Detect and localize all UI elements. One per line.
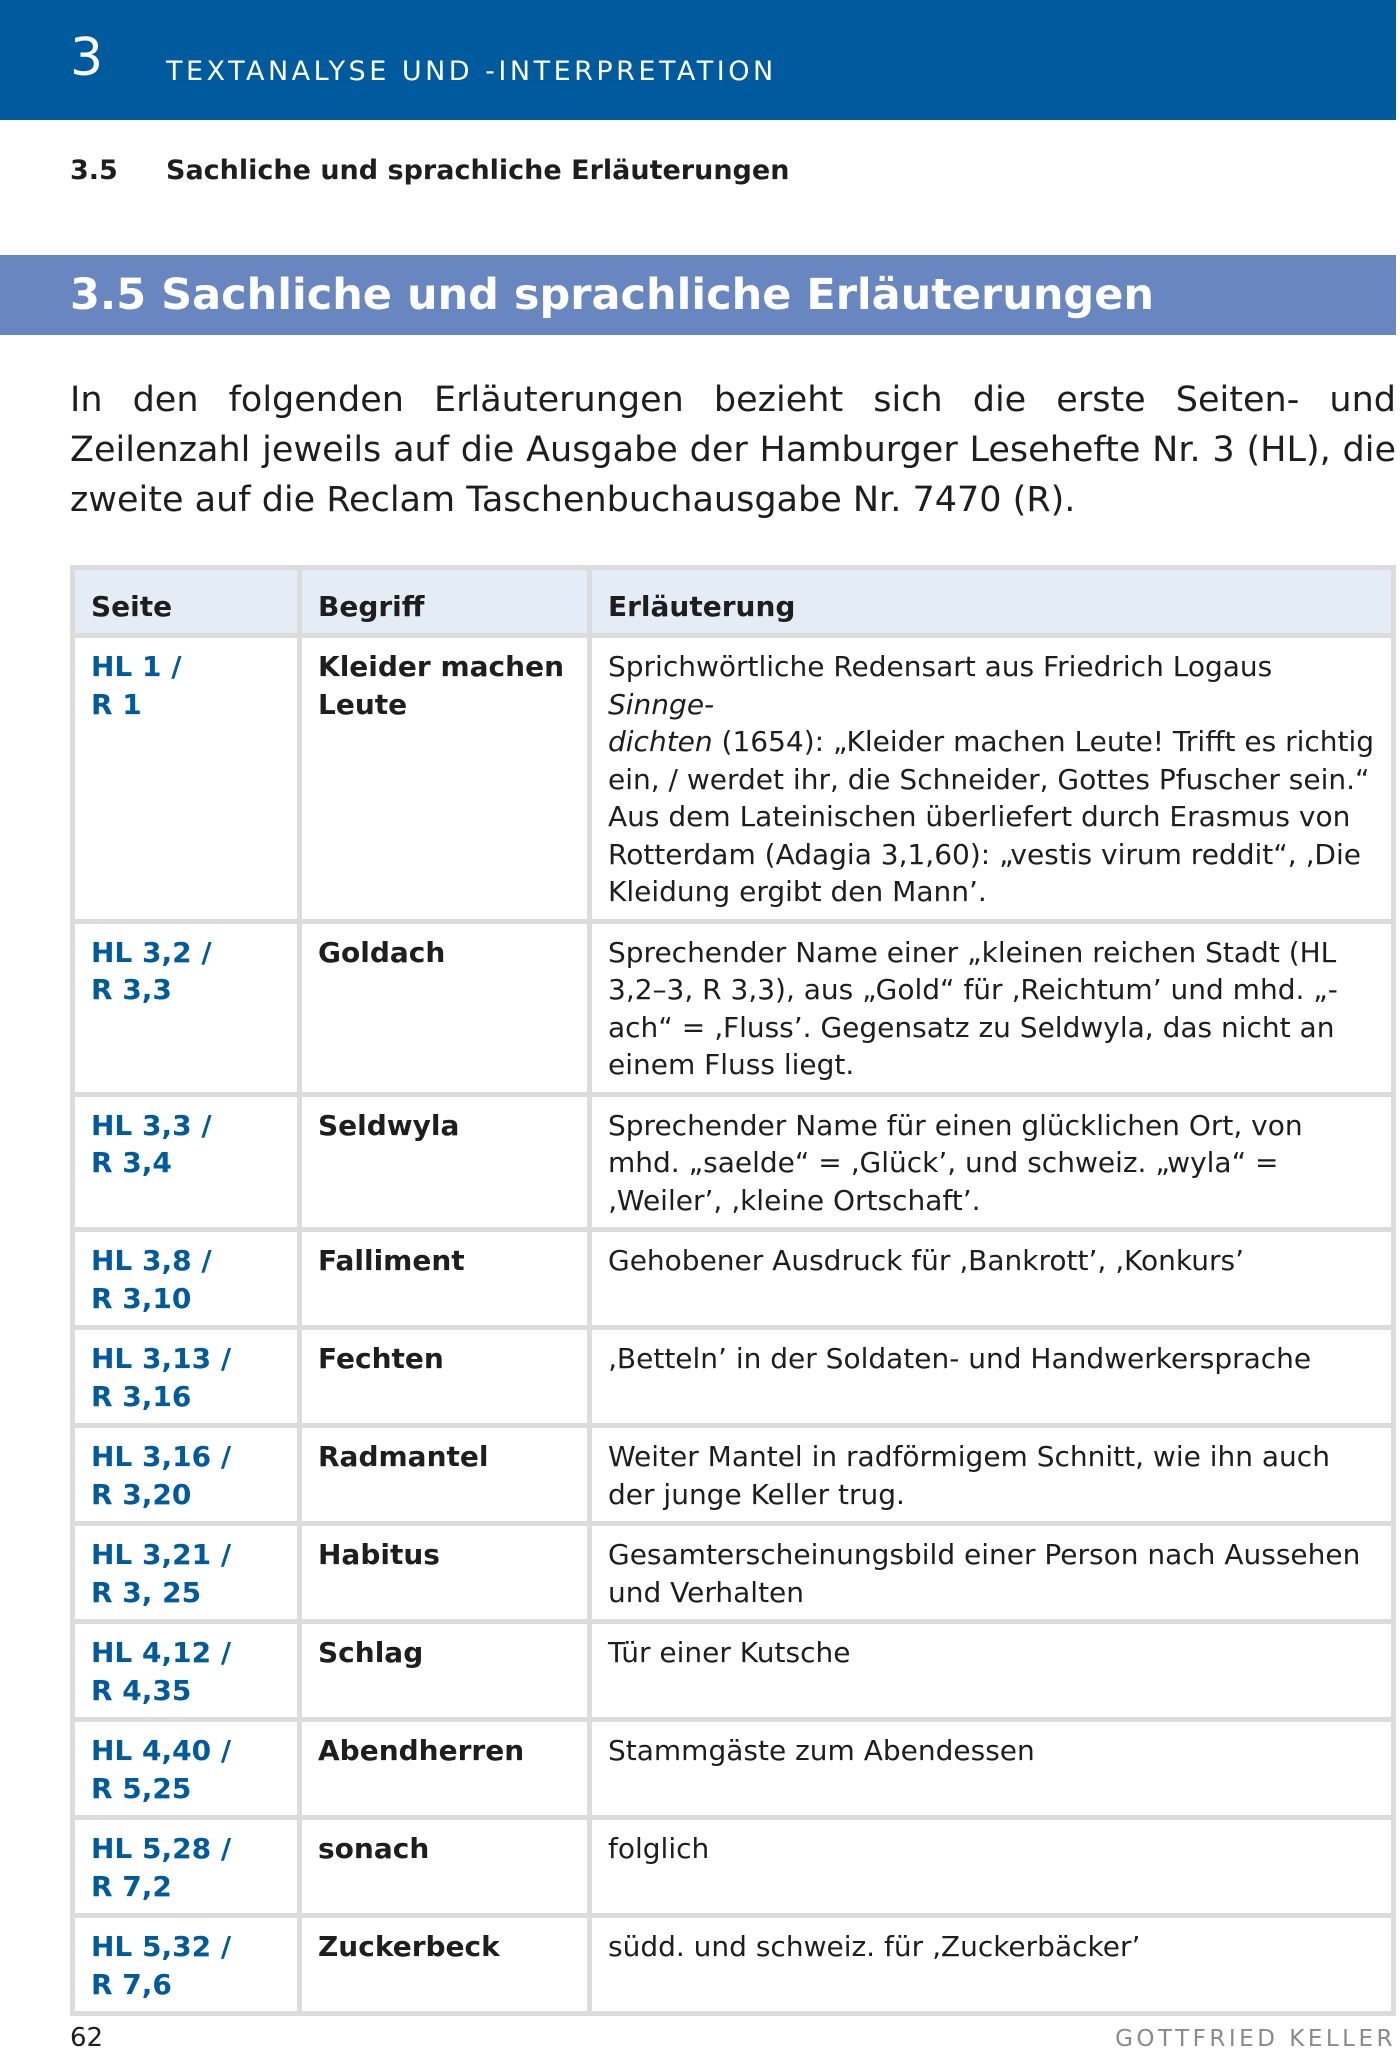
cell-erlaeuterung: Tür einer Kutsche: [590, 1622, 1394, 1720]
cell-seite: HL 1 / R 1: [73, 636, 300, 922]
header-begriff: Begriff: [300, 568, 590, 636]
cell-seite: HL 4,12 / R 4,35: [73, 1622, 300, 1720]
table-row: [73, 1230, 1394, 1328]
glossary-table: [70, 565, 1396, 2016]
cell-begriff: Radmantel: [300, 1426, 590, 1524]
cell-begriff: Fechten: [300, 1328, 590, 1426]
cell-seite: HL 5,28 / R 7,2: [73, 1818, 300, 1916]
cell-begriff: Abendherren: [300, 1720, 590, 1818]
cell-seite: HL 3,13 / R 3,16: [73, 1328, 300, 1426]
table-row: [73, 1524, 1394, 1622]
erl-italic-title-a: Sinnge-: [608, 687, 715, 721]
section-heading: 3.5 Sachliche und sprachliche Erläuterungen: [70, 270, 1154, 320]
cell-erlaeuterung: [590, 636, 1394, 922]
cell-erlaeuterung: südd. und schweiz. für ‚Zuckerbäcker’: [590, 1916, 1394, 2014]
cell-begriff: Seldwyla: [300, 1094, 590, 1230]
cell-seite: HL 3,8 / R 3,10: [73, 1230, 300, 1328]
header-seite: Seite: [73, 568, 300, 636]
table-row: [73, 636, 1394, 922]
cell-erlaeuterung: Sprechender Name einer „kleinen reichen Stadt (HL 3,2–3, R 3,3), aus „Gold“ für ‚Reichtum’ und mhd. „-ach“ = ‚Fluss’. Gegensatz zu Seldwyla, das nicht an einem Fluss liegt.: [590, 921, 1394, 1094]
cell-begriff: sonach: [300, 1818, 590, 1916]
table-row: [73, 1622, 1394, 1720]
running-section-title: Sachliche und sprachliche Erläuterungen: [166, 155, 790, 186]
table-row: [73, 1916, 1394, 2014]
table-row: [73, 921, 1394, 1094]
cell-erlaeuterung: Weiter Mantel in radförmigem Schnitt, wie ihn auch der junge Keller trug.: [590, 1426, 1394, 1524]
cell-begriff: Falliment: [300, 1230, 590, 1328]
cell-erlaeuterung: Gesamterscheinungsbild einer Person nach Aussehen und Verhalten: [590, 1524, 1394, 1622]
chapter-number: 3: [70, 28, 104, 88]
table-row: [73, 1818, 1394, 1916]
cell-begriff: Kleider machen Leute: [300, 636, 590, 922]
cell-begriff: Schlag: [300, 1622, 590, 1720]
table-row: [73, 1328, 1394, 1426]
cell-erlaeuterung: Stammgäste zum Abendessen: [590, 1720, 1394, 1818]
erl-text-before: Sprichwörtliche Redensart aus Friedrich Logaus: [608, 650, 1273, 683]
footer-author: GOTTFRIED KELLER: [1115, 2026, 1396, 2052]
cell-begriff: Zuckerbeck: [300, 1916, 590, 2014]
cell-seite: HL 3,21 / R 3, 25: [73, 1524, 300, 1622]
cell-erlaeuterung: folglich: [590, 1818, 1394, 1916]
cell-seite: HL 3,3 / R 3,4: [73, 1094, 300, 1230]
cell-erlaeuterung: Sprechender Name für einen glücklichen Ort, von mhd. „saelde“ = ‚Glück’, und schweiz. „wyla“ = ‚Weiler’, ‚kleine Ortschaft’.: [590, 1094, 1394, 1230]
cell-seite: HL 3,16 / R 3,20: [73, 1426, 300, 1524]
cell-erlaeuterung: Gehobener Ausdruck für ‚Bankrott’, ‚Konkurs’: [590, 1230, 1394, 1328]
erl-italic-title-b: dichten: [608, 725, 713, 758]
header-erlaeuterung: Erläuterung: [590, 568, 1394, 636]
table-row: [73, 1426, 1394, 1524]
cell-seite: HL 5,32 / R 7,6: [73, 1916, 300, 2014]
page-number: 62: [70, 2023, 104, 2053]
chapter-title: TEXTANALYSE UND -INTERPRETATION: [166, 56, 777, 87]
table-header-row: [73, 568, 1394, 636]
cell-seite: HL 3,2 / R 3,3: [73, 921, 300, 1094]
cell-erlaeuterung: ‚Betteln’ in der Soldaten- und Handwerkersprache: [590, 1328, 1394, 1426]
table-row: [73, 1720, 1394, 1818]
intro-paragraph: In den folgenden Erläuterungen bezieht sich die erste Seiten- und Zeilenzahl jeweils auf die Ausgabe der Hamburger Lesehefte Nr. 3 (HL), die zweite auf die Reclam Taschenbuchausgabe Nr. 7470 (R).: [70, 380, 1396, 520]
running-section-number: 3.5: [70, 155, 118, 186]
table-body: [73, 636, 1394, 2014]
cell-seite: HL 4,40 / R 5,25: [73, 1720, 300, 1818]
table-row: [73, 1094, 1394, 1230]
cell-begriff: Habitus: [300, 1524, 590, 1622]
cell-begriff: Goldach: [300, 921, 590, 1094]
erl-text-after: (1654): „Kleider machen Leute! Trifft es richtig ein, / werdet ihr, die Schneider, Gottes Pfuscher sein.“ Aus dem Lateinischen überliefert durch Erasmus von Rotterdam (Adagia 3,1,60): „vestis virum reddit“, ‚Die Kleidung ergibt den Mann’.: [608, 725, 1375, 908]
